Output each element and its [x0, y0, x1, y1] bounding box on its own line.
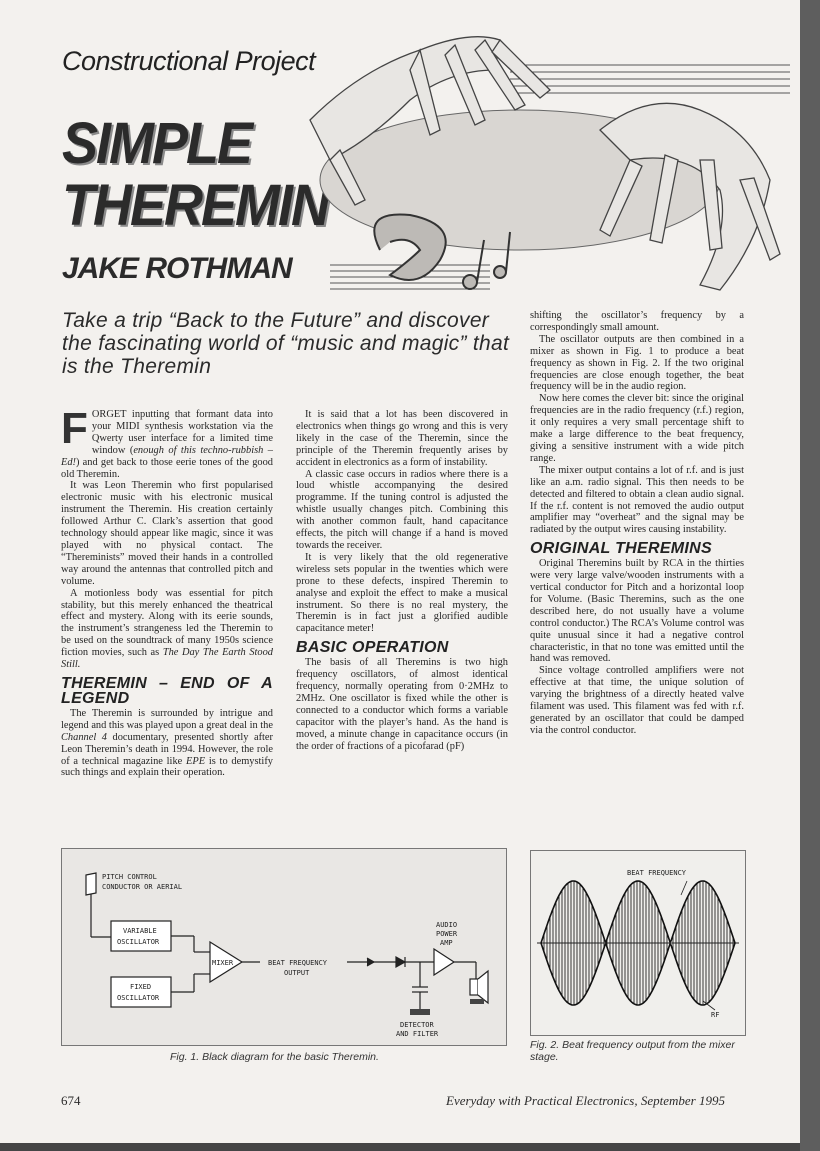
paragraph: Since voltage controlled amplifiers were not effective at that time, the unique solution of varying the brightness of a directly heated valve filament was used. This filament was fed with r.f. generated by an oscillator that could be damped via the control conductor.	[530, 665, 744, 736]
column-2	[296, 409, 508, 752]
variable-oscillator-label-1: VARIABLE	[123, 927, 157, 935]
amp-label-3: AMP	[440, 939, 453, 947]
pitch-control-label-1: PITCH CONTROL	[102, 873, 157, 881]
mixer-label: MIXER	[212, 959, 234, 967]
fixed-oscillator-box	[111, 977, 171, 1007]
drop-cap: F	[61, 404, 88, 453]
paragraph: It is said that a lot has been discovered in electronics when things go wrong and this is very likely in the case of the Theremin, since the principle of the Theremin frequently arises by accident in electronics as a form of instability.	[296, 409, 508, 468]
paragraph: It was Leon Theremin who first popularised electronic music with his electronic musical instrument the Theremin. His creation certainly followed Arthur C. Clark’s assertion that good technology should appear like magic, since it was played with no physical contact. The “Thereminists” moved their hands in a controlled way around the antennas that controlled pitch and volume.	[61, 480, 273, 587]
beat-frequency-label-2: OUTPUT	[284, 969, 310, 977]
title-line-2: THEREMIN	[62, 173, 328, 238]
speaker-symbol	[470, 979, 478, 995]
page-number: 674	[61, 1093, 81, 1108]
figure-2-beat-waveform	[530, 850, 746, 1036]
fixed-oscillator-label-2: OSCILLATOR	[117, 994, 160, 1002]
rf-label: RF	[711, 1011, 720, 1019]
paragraph: A motionless body was essential for pitch stability, but this merely enhanced the theatrical effect and mystery. Along with its eerie sounds, the instrument’s strangeness led the Theremin to be used on the soundtrack of many 1950s science fiction movies, such as The Day The Earth Stood Still.	[61, 587, 273, 671]
column-3	[530, 310, 744, 737]
subheading: BASIC OPERATION	[296, 639, 449, 657]
scan-edge	[0, 1143, 800, 1151]
detector-diode	[396, 957, 405, 967]
variable-oscillator-box	[111, 921, 171, 951]
amp-label-1: AUDIO	[436, 921, 458, 929]
figure-2-caption: Fig. 2. Beat frequency output from the mixer stage.	[530, 1039, 735, 1063]
beat-frequency-label-1: BEAT FREQUENCY	[268, 959, 328, 967]
section-kicker: Constructional Project	[62, 46, 316, 76]
subheading: ORIGINAL THEREMINS	[530, 540, 713, 558]
title-line-1: SIMPLE	[62, 111, 252, 176]
audio-amp-symbol	[434, 949, 454, 975]
paragraph: The Theremin is surrounded by intrigue and legend and this was played upon a great deal in the Channel 4 documentary, presented shortly after Leon Theremin’s death in 1994. However, the role of a technical magazine like EPE is to demystify such things and explain their operation.	[61, 707, 273, 779]
fixed-oscillator-label-1: FIXED	[130, 983, 152, 991]
intro-standfirst: Take a trip “Back to the Future” and discover the fascinating world of “music and magic” that is the Theremin	[62, 309, 510, 378]
paragraph: The basis of all Theremins is two high frequency oscillators, of almost identical frequency, normally operating from 0·2MHz to 2MHz. One oscillator is fixed while the other is connected to a conductor which forms a variable capacitor with the player’s hand. As the hand is moved, a minute change in capacitance occurs (in the order of fractions of a picofarad (pF)	[296, 657, 508, 752]
column-1	[61, 404, 273, 779]
publication-footer: Everyday with Practical Electronics, September 1995	[446, 1093, 725, 1108]
detector-label-1: DETECTOR	[400, 1021, 434, 1029]
figure-1-caption: Fig. 1. Black diagram for the basic Theremin.	[170, 1051, 379, 1063]
paragraph: Original Theremins built by RCA in the thirties were very large valve/wooden instruments with a vertical conductor for Pitch and a horizontal loop for Volume. (Basic Theremins, such as the one described here, do not usually have a volume control conductor.) The RCA’s Volume control was quite unusual since it had a negative control characteristic, in that no tone was emitted until the hand was removed.	[530, 558, 744, 665]
variable-oscillator-label-2: OSCILLATOR	[117, 938, 160, 946]
hands-and-staff-illustration	[270, 10, 800, 310]
amp-label-2: POWER	[436, 930, 458, 938]
paragraph: FORGET inputting that formant data into your MIDI synthesis workstation via the Qwerty user interface for a limited time window (enough of this techno-rubbish – Ed!) and get back to those eerie tones of the good old Theremin.	[61, 404, 273, 480]
beat-frequency-label: BEAT FREQUENCY	[627, 869, 687, 877]
author-byline: JAKE ROTHMAN	[62, 252, 292, 285]
paragraph: The mixer output contains a lot of r.f. and is just like an a.m. radio signal. This then needs to be detected and filtered to obtain a clean audio signal. If the r.f. content is not removed the audio output amplifier may “overheat” and the signal may be radiated by the output wires causing instability.	[530, 464, 744, 536]
paragraph: Now here comes the clever bit: since the original frequencies are in the radio frequency (r.f.) region, it only requires a very small percentage shift to make a large difference to the beat frequency, giving a sensitive instrument with a wide pitch range.	[530, 393, 744, 464]
subheading: THEREMIN – END OF A LEGEND	[61, 674, 273, 707]
detector-label-2: AND FILTER	[396, 1030, 439, 1038]
paragraph: shifting the oscillator’s frequency by a correspondingly small amount.	[530, 310, 744, 333]
paragraph: It is very likely that the old regenerative wireless sets popular in the twenties which were prone to these defects, inspired Theremin to analyse and exploit the effect to make a musical instrument. So there is no real mystery, the Theremin is in fact just a glorified audible capacitance meter!	[296, 551, 508, 635]
paragraph: A classic case occurs in radios where there is a loud whistle accompanying the desired programme. If the tuning control is adjusted the whistle usually changes pitch. Combining this with another common fault, hand capacitance effects, the pitch will change if a hand is moved towards the receiver.	[296, 468, 508, 551]
pitch-control-label-2: CONDUCTOR OR AERIAL	[102, 883, 183, 891]
paragraph: The oscillator outputs are then combined in a mixer as shown in Fig. 1 to produce a beat frequency as shown in Fig. 2. If the two original frequencies are close enough together, the beat frequency will be in the audio region.	[530, 333, 744, 393]
aerial-symbol	[86, 873, 96, 895]
figure-1-block-diagram	[61, 848, 507, 1046]
